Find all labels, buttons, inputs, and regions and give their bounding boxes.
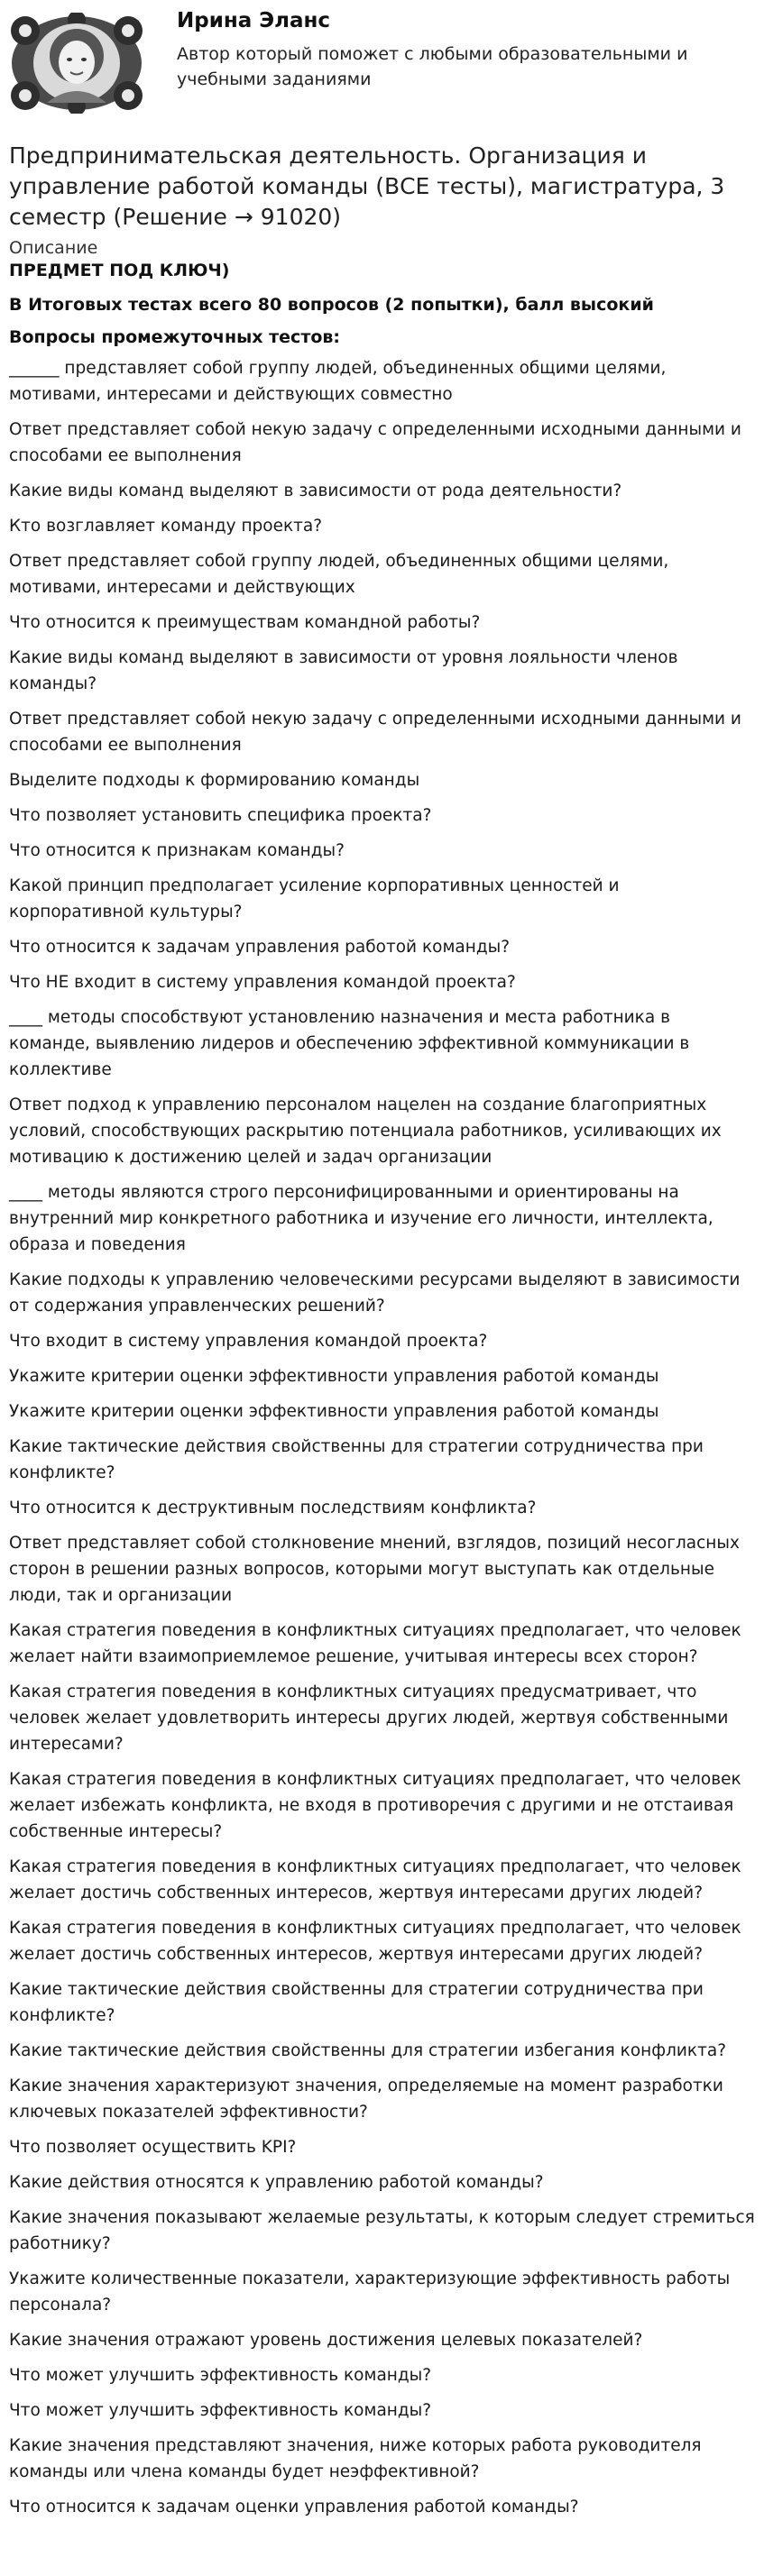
question-item: Что относится к задачам управления работой команды?: [9, 938, 511, 957]
description-label: Описание: [9, 238, 98, 258]
question-item: ____ методы способствуют установлению назначения и места работника в команде, выявлению лидеров и обеспечению эффективной коммуникации в коллективе: [9, 1008, 690, 1079]
question-item: Кто возглавляет команду проекта?: [9, 517, 323, 536]
question-item: Какие значения показывают желаемые результаты, к которым следует стремиться работнику?: [9, 2208, 755, 2253]
question-item: Какой принцип предполагает усиление корпоративных ценностей и корпоративной культуры?: [9, 876, 620, 921]
question-list: [9, 355, 755, 2520]
question-item: Какие тактические действия свойственны для стратегии сотрудничества при конфликте?: [9, 1980, 704, 2025]
tests-info: В Итоговых тестах всего 80 вопросов (2 попытки), балл высокий: [9, 295, 654, 315]
question-item: Какие тактические действия свойственны для стратегии сотрудничества при конфликте?: [9, 1437, 704, 1482]
question-item: Укажите количественные показатели, характеризующие эффективность работы персонала?: [9, 2269, 731, 2315]
author-info: [177, 5, 718, 92]
question-item: Что может улучшить эффективность команды?: [9, 2401, 432, 2420]
author-name[interactable]: Ирина Эланс: [177, 9, 331, 32]
question-item: Какие виды команд выделяют в зависимости от уровня лояльности членов команды?: [9, 648, 678, 693]
question-item: Ответ представляет собой группу людей, объединенных общими целями, мотивами, интересами и действующих: [9, 552, 669, 597]
question-item: Какие действия относятся к управлению работой команды?: [9, 2173, 544, 2192]
question-item: ____ методы являются строго персонифицированными и ориентированы на внутренний мир конкретного работника и изучение его личности, интеллекта, образа и поведения: [9, 1183, 713, 1254]
question-item: Какие значения представляют значения, ниже которых работа руководителя команды или члена команды будет неэффективной?: [9, 2436, 702, 2481]
question-item: Укажите критерии оценки эффективности управления работой команды: [9, 1367, 659, 1386]
question-item: Какие значения отражают уровень достижения целевых показателей?: [9, 2331, 643, 2350]
author-avatar[interactable]: [9, 13, 144, 114]
questions-heading: Вопросы промежуточных тестов:: [9, 327, 341, 347]
question-item: Какие значения характеризуют значения, определяемые на момент разработки ключевых показателей эффективности?: [9, 2076, 723, 2122]
question-item: Ответ представляет собой некую задачу с определенными исходными данными и способами ее выполнения: [9, 420, 741, 465]
question-item: Какая стратегия поведения в конфликтных ситуациях предполагает, что человек желает найти взаимоприемлемое решение, учитывая интересы всех сторон?: [9, 1621, 741, 1666]
question-item: Какая стратегия поведения в конфликтных ситуациях предполагает, что человек желает достичь собственных интересов, жертвуя интересами других людей?: [9, 1857, 741, 1902]
question-item: Какие подходы к управлению человеческими ресурсами выделяют в зависимости от содержания управленческих решений?: [9, 1270, 741, 1316]
question-item: Что относится к признакам команды?: [9, 841, 345, 860]
subject-line: ПРЕДМЕТ ПОД КЛЮЧ): [9, 261, 230, 280]
question-item: Ответ представляет собой некую задачу с определенными исходными данными и способами ее выполнения: [9, 710, 741, 755]
question-item: Что относится к преимуществам командной работы?: [9, 613, 481, 632]
question-item: Какая стратегия поведения в конфликтных ситуациях предусматривает, что человек желает удовлетворить интересы других людей, жертвуя собственными интересами?: [9, 1682, 729, 1754]
question-item: Какая стратегия поведения в конфликтных ситуациях предполагает, что человек желает избежать конфликта, не входя в противоречия с другими и не отстаивая собственные интересы?: [9, 1770, 741, 1841]
question-item: Что НЕ входит в систему управления командой проекта?: [9, 973, 516, 992]
question-item: ______ представляет собой группу людей, объединенных общими целями, мотивами, интересами и действующих совместно: [9, 359, 667, 404]
question-item: Ответ подход к управлению персоналом нацелен на создание благоприятных условий, способствующих раскрытию потенциала работников, усиливающих их мотивацию к достижению целей и задач организации: [9, 1095, 722, 1167]
author-card[interactable]: [9, 5, 755, 141]
question-item: Что входит в систему управления командой проекта?: [9, 1332, 488, 1351]
question-item: Что относится к задачам оценки управления работой команды?: [9, 2498, 579, 2516]
question-item: Какая стратегия поведения в конфликтных ситуациях предполагает, что человек желает достичь собственных интересов, жертвуя интересами других людей?: [9, 1919, 741, 1964]
question-item: Ответ представляет собой столкновение мнений, взглядов, позиций несогласных сторон в решении разных вопросов, которыми могут выступать как отдельные люди, так и организации: [9, 1534, 740, 1605]
product-title: Предпринимательская деятельность. Организация и управление работой команды (ВСЕ тесты), магистратура, 3 семестр (Решение → 91020): [9, 142, 725, 230]
author-description: Автор который поможет с любыми образовательными и учебными заданиями: [177, 44, 688, 89]
question-item: Какие тактические действия свойственны для стратегии избегания конфликта?: [9, 2041, 727, 2060]
question-item: Выделите подходы к формированию команды: [9, 771, 420, 790]
question-item: Какие виды команд выделяют в зависимости от рода деятельности?: [9, 481, 622, 500]
question-item: Что может улучшить эффективность команды?: [9, 2366, 432, 2385]
question-item: Что позволяет установить специфика проекта?: [9, 806, 432, 825]
question-item: Что позволяет осуществить KPI?: [9, 2138, 297, 2157]
question-item: Что относится к деструктивным последствиям конфликта?: [9, 1499, 537, 1517]
question-item: Укажите критерии оценки эффективности управления работой команды: [9, 1402, 659, 1421]
